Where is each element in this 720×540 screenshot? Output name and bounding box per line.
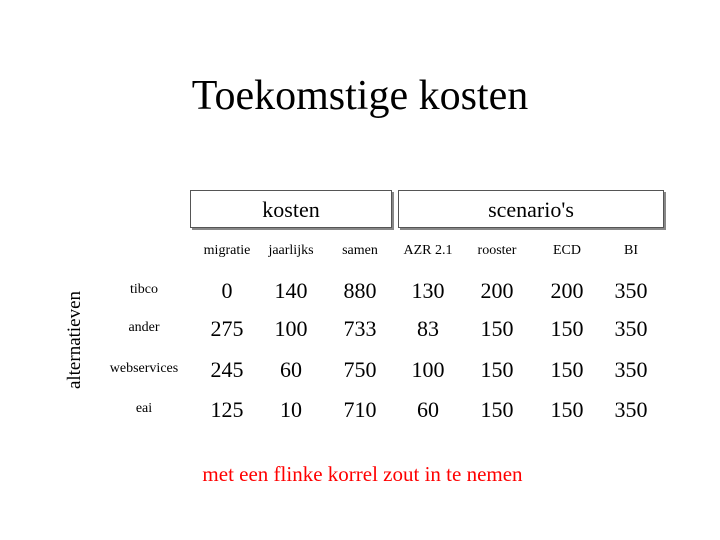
column-header: rooster bbox=[477, 243, 517, 258]
column-header: jaarlijks bbox=[268, 243, 314, 258]
row-label: webservices bbox=[109, 361, 179, 376]
disclaimer-note: met een flinke korrel zout in te nemen bbox=[202, 462, 523, 486]
table-cell: 60 bbox=[280, 357, 302, 382]
table-cell: 150 bbox=[480, 397, 514, 422]
row-label: ander bbox=[128, 320, 160, 335]
table-cell: 350 bbox=[614, 397, 648, 422]
table-cell: 350 bbox=[614, 316, 648, 341]
table-cell: 350 bbox=[614, 278, 648, 303]
table-cell: 750 bbox=[343, 357, 377, 382]
table-cell: 150 bbox=[480, 316, 514, 341]
row-label: eai bbox=[135, 401, 153, 416]
column-header: AZR 2.1 bbox=[403, 243, 453, 258]
table-cell: 150 bbox=[550, 397, 584, 422]
table-cell: 350 bbox=[614, 357, 648, 382]
table-cell: 200 bbox=[550, 278, 584, 303]
column-header: BI bbox=[624, 243, 638, 258]
table-cell: 100 bbox=[411, 357, 445, 382]
table-cell: 245 bbox=[210, 357, 244, 382]
table-cell: 710 bbox=[343, 397, 377, 422]
table-cell: 200 bbox=[480, 278, 514, 303]
column-header: migratie bbox=[203, 243, 251, 258]
table-cell: 150 bbox=[480, 357, 514, 382]
table-cell: 733 bbox=[343, 316, 377, 341]
table-cell: 60 bbox=[417, 397, 439, 422]
table-cell: 130 bbox=[411, 278, 445, 303]
table-cell: 100 bbox=[274, 316, 308, 341]
table-cell: 150 bbox=[550, 357, 584, 382]
slide-title: Toekomstige kosten bbox=[191, 73, 529, 119]
row-axis-label: alternatieven bbox=[64, 290, 85, 390]
scenarios-group-header: scenario's bbox=[398, 190, 664, 228]
table-cell: 83 bbox=[417, 316, 439, 341]
table-cell: 150 bbox=[550, 316, 584, 341]
kosten-group-header: kosten bbox=[190, 190, 392, 228]
table-cell: 880 bbox=[343, 278, 377, 303]
column-header: ECD bbox=[553, 243, 581, 258]
table-cell: 140 bbox=[274, 278, 308, 303]
column-header: samen bbox=[342, 243, 378, 258]
table-cell: 275 bbox=[210, 316, 244, 341]
table-cell: 125 bbox=[210, 397, 244, 422]
table-cell: 10 bbox=[280, 397, 302, 422]
table-cell: 0 bbox=[221, 278, 233, 303]
row-label: tibco bbox=[130, 282, 158, 297]
